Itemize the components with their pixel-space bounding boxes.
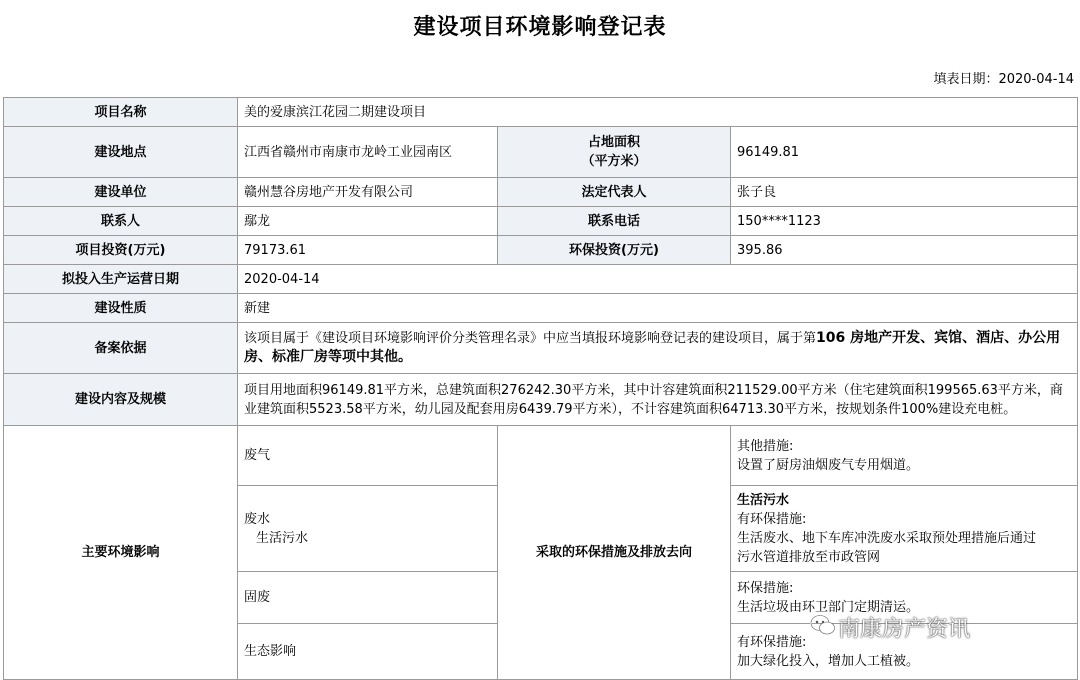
label-env-impact: 主要环境影响 [81, 545, 160, 560]
impact-solid-text: 固废 [244, 590, 271, 605]
value-env-investment: 395.86 [731, 236, 1078, 265]
label-area-line1: 占地面积 [587, 135, 640, 150]
measure-water-line1: 有环保措施: [737, 511, 807, 527]
watermark-text: 南康房产资讯 [838, 617, 971, 642]
measure-solid-line2: 生活垃圾由环卫部门定期清运。 [737, 599, 920, 615]
measure-water [731, 486, 1078, 572]
registration-table [3, 97, 1078, 680]
measure-water-line3: 污水管道排放至市政管网 [737, 549, 881, 565]
measures-label-cell [498, 426, 731, 680]
label-phone: 联系电话 [498, 207, 731, 236]
label-location: 建设地点 [4, 127, 238, 178]
env-impact-label-cell [4, 426, 238, 680]
value-start-date: 2020-04-14 [238, 265, 1078, 294]
label-area-line2: （平方米） [581, 154, 647, 169]
label-basis: 备案依据 [4, 323, 238, 374]
label-content: 建设内容及规模 [4, 374, 238, 426]
measure-eco-line2: 加大绿化投入，增加人工植被。 [737, 653, 920, 669]
value-nature: 新建 [238, 294, 1078, 323]
measure-air-line2: 设置了厨房油烟废气专用烟道。 [737, 457, 920, 473]
measure-solid-line1: 环保措施: [737, 580, 794, 596]
impact-eco-text: 生态影响 [244, 644, 297, 659]
impact-water-text: 废水 [244, 511, 271, 527]
label-start-date: 拟投入生产运营日期 [4, 265, 238, 294]
impact-air [238, 426, 498, 486]
value-contact: 鄢龙 [238, 207, 498, 236]
label-investment: 项目投资(万元) [4, 236, 238, 265]
label-project-name: 项目名称 [4, 98, 238, 127]
basis-text: 该项目属于《建设项目环境影响评价分类管理名录》中应当填报环境影响登记表的建设项目，属于第 [244, 331, 817, 346]
impact-air-text: 废气 [244, 448, 271, 463]
label-measures: 采取的环保措施及排放去向 [535, 545, 692, 560]
label-area [498, 127, 731, 178]
value-project-name: 美的爱康滨江花园二期建设项目 [238, 98, 1078, 127]
value-basis [238, 323, 1078, 374]
label-env-investment: 环保投资(万元) [498, 236, 731, 265]
value-area: 96149.81 [731, 127, 1078, 178]
value-legal-rep: 张子良 [731, 178, 1078, 207]
measure-eco-line1: 有环保措施: [737, 634, 807, 650]
impact-water-sub: 生活污水 [256, 530, 309, 546]
measure-air-line1: 其他措施: [737, 438, 794, 454]
value-unit: 赣州慧谷房地产开发有限公司 [238, 178, 498, 207]
label-unit: 建设单位 [4, 178, 238, 207]
impact-eco [238, 624, 498, 680]
label-nature: 建设性质 [4, 294, 238, 323]
impact-solid [238, 572, 498, 624]
label-legal-rep: 法定代表人 [498, 178, 731, 207]
label-contact: 联系人 [4, 207, 238, 236]
fill-date: 填表日期：2020-04-14 [933, 72, 1074, 87]
impact-water [238, 486, 498, 572]
value-location: 江西省赣州市南康市龙岭工业园南区 [238, 127, 498, 178]
value-content: 项目用地面积96149.81平方米，总建筑面积276242.30平方米，其中计容建筑面积211529.00平方米（住宅建筑面积199565.63平方米，商业建筑面积5523.58平方米，幼儿园及配套用房6439.79平方米），不计容建筑面积64713.30平方米，按规划条件100%建设充电桩。 [238, 374, 1078, 426]
basis-category: 106 房地产开发、宾馆、酒店、办公用房、标准厂房等项中其他。 [244, 330, 1061, 365]
measure-water-line2: 生活废水、地下车库冲洗废水采取预处理措施后通过 [737, 530, 1037, 546]
wechat-icon [810, 614, 836, 636]
value-investment: 79173.61 [238, 236, 498, 265]
measure-water-heading: 生活污水 [737, 492, 790, 508]
value-phone: 150****1123 [731, 207, 1078, 236]
measure-air [731, 426, 1078, 486]
page-title: 建设项目环境影响登记表 [413, 15, 667, 40]
